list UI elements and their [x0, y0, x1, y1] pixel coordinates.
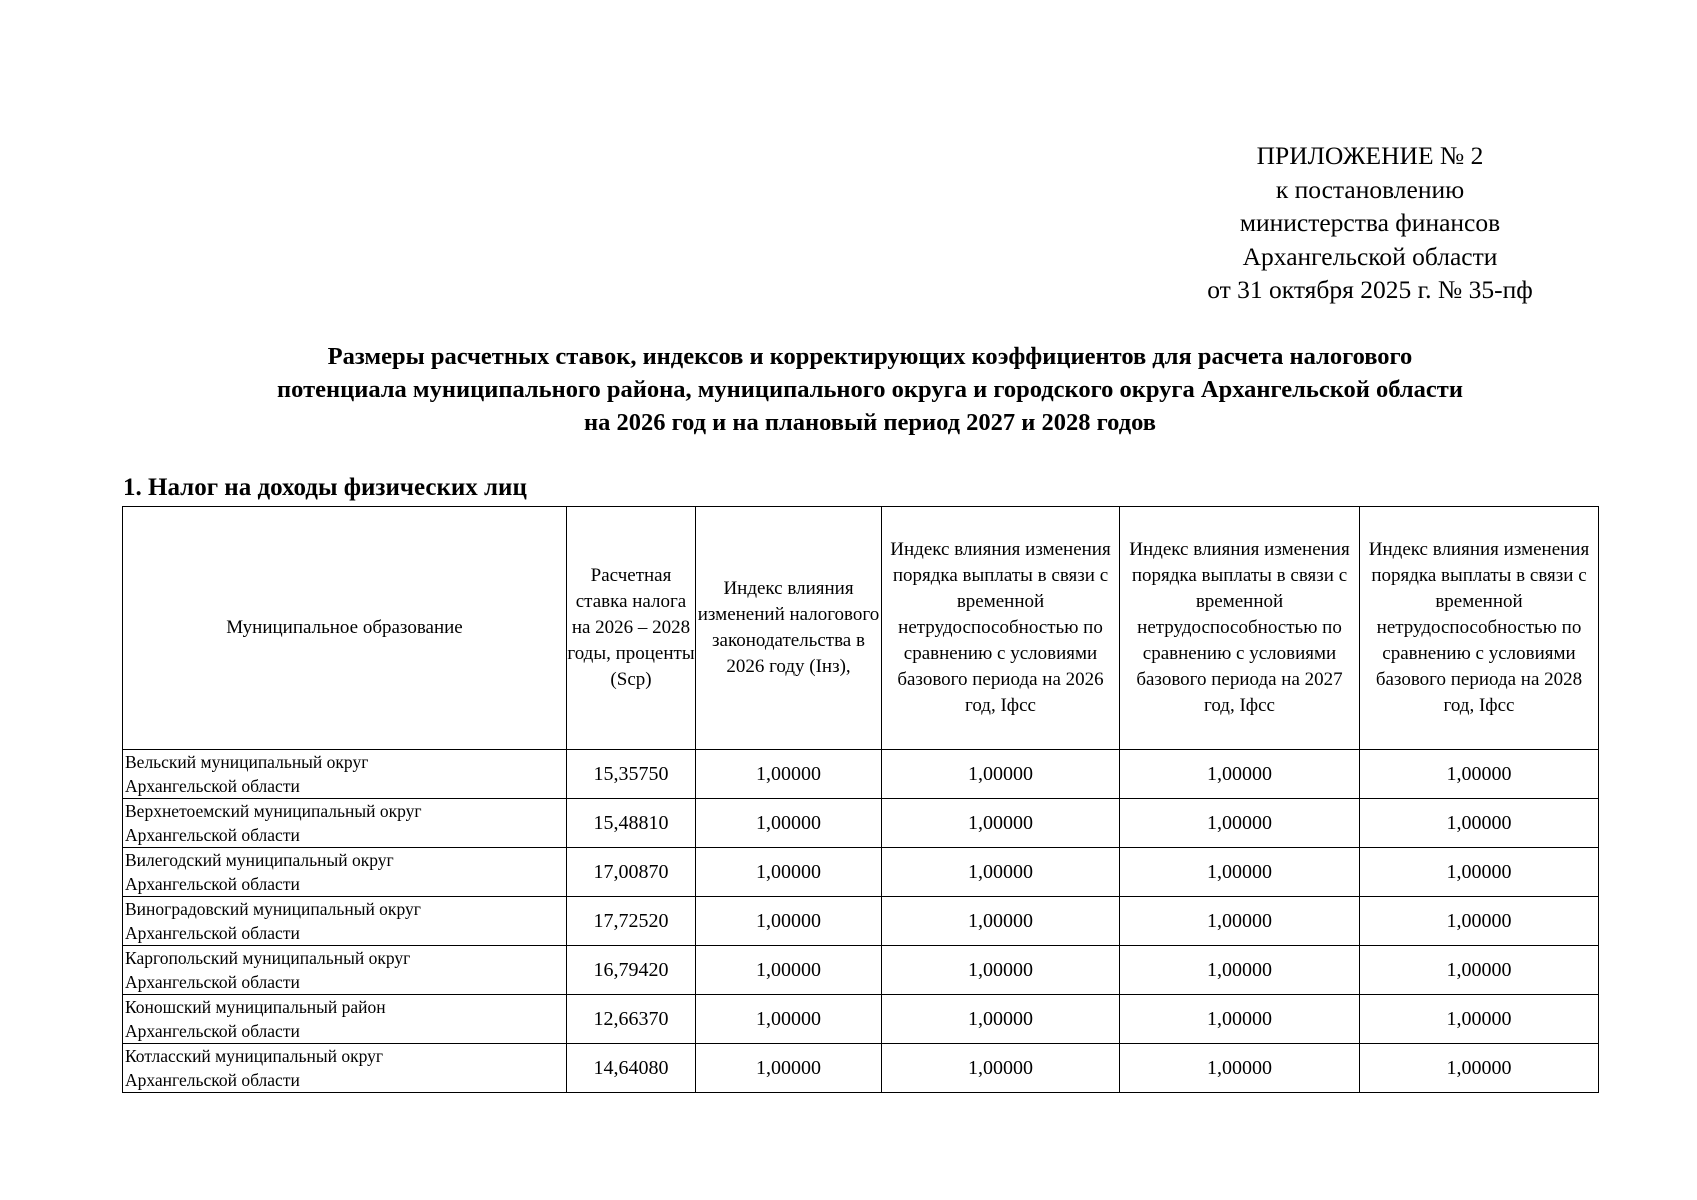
appendix-region: Архангельской области	[1242, 241, 1498, 271]
header-ifss-2027: Индекс влияния изменения порядка выплаты в связи с временной нетрудоспособностью по сравнению с условиями базового периода на 2027 год, Iфсс	[1120, 507, 1360, 750]
ifss-2027-cell: 1,00000	[1120, 897, 1360, 946]
municipality-region: Архангельской области	[125, 1021, 300, 1041]
ifss-2026-cell: 1,00000	[882, 995, 1120, 1044]
municipality-region: Архангельской области	[125, 874, 300, 894]
appendix-reference: к постановлению	[1275, 174, 1465, 204]
ifss-2027-cell: 1,00000	[1120, 750, 1360, 799]
header-inz: Индекс влияния изменений налогового законодательства в 2026 году (Iнз),	[696, 507, 882, 750]
header-ifss-2028: Индекс влияния изменения порядка выплаты в связи с временной нетрудоспособностью по сравнению с условиями базового периода на 2028 год, Iфсс	[1360, 507, 1599, 750]
ifss-2026-cell: 1,00000	[882, 750, 1120, 799]
table-row	[123, 1044, 1599, 1093]
municipality-region: Архангельской области	[125, 825, 300, 845]
ifss-2026-cell: 1,00000	[882, 897, 1120, 946]
municipality-region: Архангельской области	[125, 923, 300, 943]
appendix-block	[1160, 139, 1580, 307]
municipality-name: Каргопольский муниципальный округ	[125, 948, 411, 968]
ifss-2026-cell: 1,00000	[882, 946, 1120, 995]
municipality-cell	[123, 995, 567, 1044]
municipality-region: Архангельской области	[125, 972, 300, 992]
table-header-row	[123, 507, 1599, 750]
ifss-2027-cell: 1,00000	[1120, 1044, 1360, 1093]
ifss-2026-cell: 1,00000	[882, 848, 1120, 897]
document-title	[120, 340, 1620, 439]
table-row	[123, 995, 1599, 1044]
rate-cell: 17,72520	[567, 897, 696, 946]
rate-cell: 17,00870	[567, 848, 696, 897]
tax-table	[122, 506, 1599, 1093]
inz-cell: 1,00000	[696, 946, 882, 995]
inz-cell: 1,00000	[696, 799, 882, 848]
ifss-2027-cell: 1,00000	[1120, 946, 1360, 995]
ifss-2028-cell: 1,00000	[1360, 897, 1599, 946]
inz-cell: 1,00000	[696, 995, 882, 1044]
municipality-name: Верхнетоемский муниципальный округ	[125, 801, 422, 821]
table-row	[123, 946, 1599, 995]
municipality-name: Коношский муниципальный район	[125, 997, 386, 1017]
municipality-cell	[123, 799, 567, 848]
title-line-3: на 2026 год и на плановый период 2027 и 2028 годов	[583, 409, 1156, 436]
title-line-1: Размеры расчетных ставок, индексов и корректирующих коэффициентов для расчета налогового	[327, 343, 1413, 370]
municipality-name: Виноградовский муниципальный округ	[125, 899, 421, 919]
municipality-name: Вилегодский муниципальный округ	[125, 850, 394, 870]
rate-cell: 14,64080	[567, 1044, 696, 1093]
ifss-2028-cell: 1,00000	[1360, 1044, 1599, 1093]
municipality-cell	[123, 946, 567, 995]
inz-cell: 1,00000	[696, 897, 882, 946]
ifss-2028-cell: 1,00000	[1360, 995, 1599, 1044]
header-ifss-2026: Индекс влияния изменения порядка выплаты в связи с временной нетрудоспособностью по сравнению с условиями базового периода на 2026 год, Iфсс	[882, 507, 1120, 750]
municipality-cell	[123, 1044, 567, 1093]
ifss-2026-cell: 1,00000	[882, 799, 1120, 848]
ifss-2028-cell: 1,00000	[1360, 799, 1599, 848]
ifss-2027-cell: 1,00000	[1120, 799, 1360, 848]
municipality-name: Котласский муниципальный округ	[125, 1046, 384, 1066]
ifss-2028-cell: 1,00000	[1360, 848, 1599, 897]
table-row	[123, 897, 1599, 946]
rate-cell: 15,48810	[567, 799, 696, 848]
rate-cell: 12,66370	[567, 995, 696, 1044]
ifss-2027-cell: 1,00000	[1120, 995, 1360, 1044]
table-row	[123, 848, 1599, 897]
municipality-region: Архангельской области	[125, 1070, 300, 1090]
appendix-ministry: министерства финансов	[1239, 208, 1501, 237]
header-municipality: Муниципальное образование	[123, 507, 567, 750]
section-title: 1. Налог на доходы физических лиц	[123, 474, 527, 501]
rate-cell: 15,35750	[567, 750, 696, 799]
municipality-region: Архангельской области	[125, 776, 300, 796]
municipality-cell	[123, 848, 567, 897]
inz-cell: 1,00000	[696, 750, 882, 799]
municipality-name: Вельский муниципальный округ	[125, 752, 369, 772]
appendix-date: от 31 октября 2025 г. № 35-пф	[1207, 275, 1533, 304]
appendix-number: ПРИЛОЖЕНИЕ № 2	[1256, 141, 1484, 170]
inz-cell: 1,00000	[696, 1044, 882, 1093]
title-line-2: потенциала муниципального района, муниципального округа и городского округа Архангельской области	[277, 376, 1463, 403]
header-rate: Расчетная ставка налога на 2026 – 2028 годы, проценты (Sср)	[567, 507, 696, 750]
table-row	[123, 799, 1599, 848]
rate-cell: 16,79420	[567, 946, 696, 995]
ifss-2027-cell: 1,00000	[1120, 848, 1360, 897]
municipality-cell	[123, 897, 567, 946]
ifss-2028-cell: 1,00000	[1360, 946, 1599, 995]
table-row	[123, 750, 1599, 799]
municipality-cell	[123, 750, 567, 799]
ifss-2026-cell: 1,00000	[882, 1044, 1120, 1093]
ifss-2028-cell: 1,00000	[1360, 750, 1599, 799]
inz-cell: 1,00000	[696, 848, 882, 897]
